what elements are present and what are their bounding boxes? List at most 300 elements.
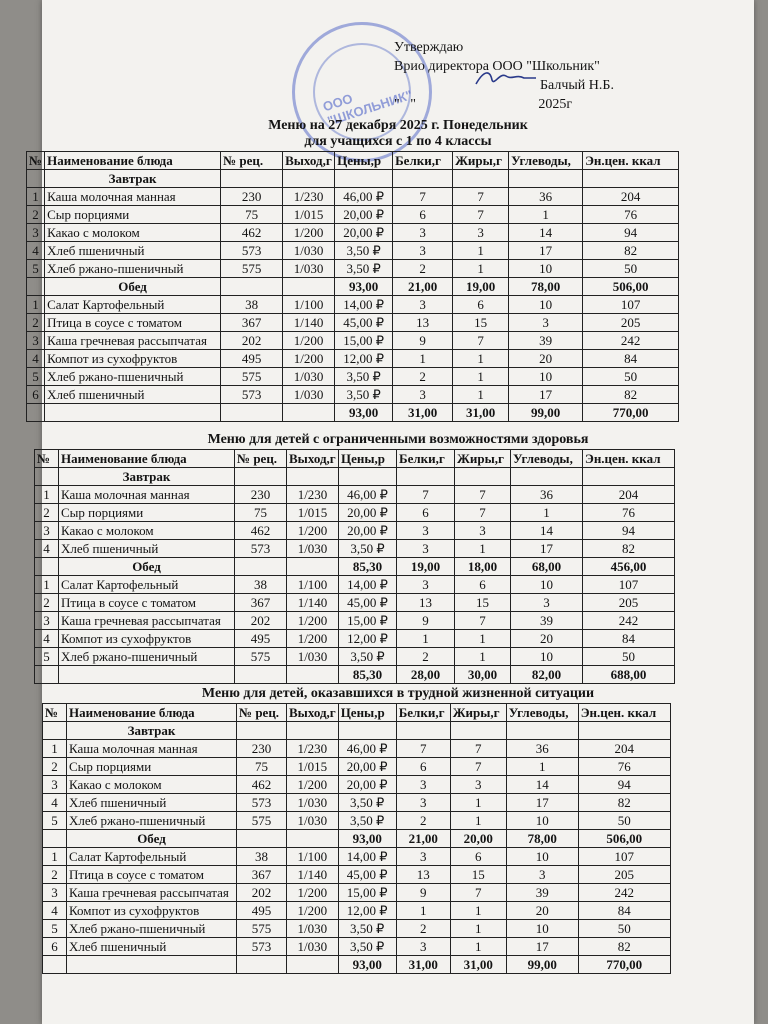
signature-icon (472, 66, 542, 90)
column-header: Белки,г (393, 152, 453, 170)
empty-cell (27, 404, 45, 422)
table-cell: 2 (396, 812, 450, 830)
total-value: 18,00 (455, 558, 511, 576)
empty-cell (509, 170, 583, 188)
table-cell: 202 (235, 612, 287, 630)
table-row (27, 206, 679, 224)
table-row (43, 758, 671, 776)
dish-name: Хлеб пшеничный (45, 242, 221, 260)
table-cell: 1/200 (287, 776, 339, 794)
table-cell: 15,00 ₽ (339, 612, 397, 630)
table-cell: 205 (578, 866, 670, 884)
table-row (27, 188, 679, 206)
total-value: 85,30 (339, 558, 397, 576)
approval-line-2: Врио директора ООО "Школьник" (394, 59, 600, 74)
table-cell: 3 (43, 776, 67, 794)
table-header-row (35, 450, 675, 468)
table-cell: 45,00 ₽ (338, 866, 396, 884)
table-cell: 9 (397, 612, 455, 630)
dish-name: Компот из сухофруктов (67, 902, 237, 920)
column-header: Эн.цен. ккал (578, 704, 670, 722)
dish-name: Хлеб ржано-пшеничный (45, 260, 221, 278)
table-cell: 1/100 (283, 296, 335, 314)
table-cell: 1 (396, 902, 450, 920)
total-value: 31,00 (453, 404, 509, 422)
empty-cell (450, 722, 506, 740)
section-subtitle: Меню для детей, оказавшихся в трудной жизненной ситуации (201, 686, 595, 701)
table-cell: 3,50 ₽ (338, 812, 396, 830)
total-value: 506,00 (583, 278, 679, 296)
table-cell: 462 (235, 522, 287, 540)
total-value: 31,00 (450, 956, 506, 974)
table-cell: 1 (453, 386, 509, 404)
total-value: 78,00 (506, 830, 578, 848)
table-cell: 4 (43, 902, 67, 920)
table-cell: 3 (27, 332, 45, 350)
table-cell: 20 (509, 350, 583, 368)
empty-cell (235, 666, 287, 684)
column-header: Белки,г (396, 704, 450, 722)
table-cell: 367 (237, 866, 287, 884)
table-cell: 39 (506, 884, 578, 902)
table-cell: 12,00 ₽ (339, 630, 397, 648)
table-cell: 242 (583, 612, 675, 630)
table-cell: 7 (396, 740, 450, 758)
table-cell: 3 (397, 540, 455, 558)
table-cell: 1/030 (287, 794, 339, 812)
total-value: 688,00 (583, 666, 675, 684)
dish-name: Какао с молоком (59, 522, 235, 540)
table-cell: 495 (237, 902, 287, 920)
table-cell: 82 (583, 242, 679, 260)
table-cell: 1/100 (287, 576, 339, 594)
table-row (35, 576, 675, 594)
table-cell: 1/030 (287, 648, 339, 666)
table-row (27, 260, 679, 278)
column-header: Белки,г (397, 450, 455, 468)
table-row (35, 486, 675, 504)
column-header: Выход,г (283, 152, 335, 170)
dish-name: Хлеб пшеничный (59, 540, 235, 558)
dish-name: Хлеб пшеничный (45, 386, 221, 404)
table-cell: 3 (393, 386, 453, 404)
table-cell: 82 (583, 540, 675, 558)
dish-name: Компот из сухофруктов (45, 350, 221, 368)
table-cell: 204 (578, 740, 670, 758)
dish-name: Какао с молоком (67, 776, 237, 794)
table-cell: 84 (578, 902, 670, 920)
table-cell: 82 (583, 386, 679, 404)
table-cell: 10 (511, 648, 583, 666)
table-cell: 1/140 (287, 594, 339, 612)
empty-cell (43, 722, 67, 740)
table-cell: 50 (583, 648, 675, 666)
table-cell: 3,50 ₽ (338, 938, 396, 956)
table-row (43, 776, 671, 794)
total-value: 31,00 (396, 956, 450, 974)
empty-cell (393, 170, 453, 188)
table-cell: 230 (237, 740, 287, 758)
empty-cell (237, 956, 287, 974)
table-row (27, 350, 679, 368)
table-row (27, 332, 679, 350)
table-cell: 76 (583, 206, 679, 224)
table-cell: 38 (237, 848, 287, 866)
empty-cell (338, 722, 396, 740)
dish-name: Компот из сухофруктов (59, 630, 235, 648)
table-cell: 3,50 ₽ (339, 540, 397, 558)
table-cell: 10 (506, 812, 578, 830)
table-cell: 75 (235, 504, 287, 522)
table-row (27, 242, 679, 260)
dish-name: Каша молочная манная (45, 188, 221, 206)
table-row (27, 386, 679, 404)
empty-cell (287, 468, 339, 486)
approval-line-3: Балчый Н.Б. (540, 78, 614, 93)
table-row (43, 794, 671, 812)
empty-cell (397, 468, 455, 486)
table-cell: 3 (396, 794, 450, 812)
table-cell: 7 (455, 486, 511, 504)
table-cell: 13 (396, 866, 450, 884)
column-header: № (43, 704, 67, 722)
table-cell: 573 (237, 794, 287, 812)
table-cell: 6 (455, 576, 511, 594)
table-cell: 1 (453, 368, 509, 386)
total-value: 93,00 (338, 956, 396, 974)
table-cell: 230 (235, 486, 287, 504)
table-cell: 20,00 ₽ (338, 758, 396, 776)
empty-cell (237, 722, 287, 740)
table-cell: 15,00 ₽ (338, 884, 396, 902)
table-cell: 94 (578, 776, 670, 794)
table-cell: 6 (27, 386, 45, 404)
total-value: 770,00 (583, 404, 679, 422)
meal-label: Обед (45, 278, 221, 296)
table-cell: 17 (509, 386, 583, 404)
table-cell: 1 (453, 350, 509, 368)
column-header: № рец. (221, 152, 283, 170)
table-cell: 2 (393, 260, 453, 278)
empty-cell (455, 468, 511, 486)
table-cell: 3 (506, 866, 578, 884)
table-cell: 1/200 (283, 350, 335, 368)
table-row (35, 612, 675, 630)
dish-name: Какао с молоком (45, 224, 221, 242)
table-cell: 242 (583, 332, 679, 350)
table-cell: 3 (397, 576, 455, 594)
empty-cell (396, 722, 450, 740)
table-cell: 202 (237, 884, 287, 902)
table-cell: 2 (35, 504, 59, 522)
table-cell: 204 (583, 188, 679, 206)
column-header: Эн.цен. ккал (583, 152, 679, 170)
table-cell: 1 (397, 630, 455, 648)
total-value: 21,00 (396, 830, 450, 848)
table-cell: 367 (221, 314, 283, 332)
table-cell: 5 (43, 812, 67, 830)
table-cell: 38 (221, 296, 283, 314)
table-cell: 3 (43, 884, 67, 902)
empty-cell (27, 278, 45, 296)
table-row (35, 594, 675, 612)
table-cell: 3,50 ₽ (335, 386, 393, 404)
dish-name: Салат Картофельный (67, 848, 237, 866)
table-row (43, 902, 671, 920)
table-cell: 45,00 ₽ (339, 594, 397, 612)
table-row (43, 812, 671, 830)
table-cell: 36 (506, 740, 578, 758)
table-cell: 3,50 ₽ (339, 648, 397, 666)
meal-label: Обед (67, 830, 237, 848)
table-cell: 575 (237, 920, 287, 938)
table-cell: 3 (35, 522, 59, 540)
table-cell: 14 (506, 776, 578, 794)
dish-name: Каша молочная манная (67, 740, 237, 758)
column-header: Цены,р (335, 152, 393, 170)
table-cell: 107 (578, 848, 670, 866)
table-cell: 1/100 (287, 848, 339, 866)
table-cell: 107 (583, 576, 675, 594)
table-cell: 1 (455, 648, 511, 666)
total-value: 85,30 (339, 666, 397, 684)
meal-section-row (27, 170, 679, 188)
table-cell: 575 (235, 648, 287, 666)
table-cell: 3 (35, 612, 59, 630)
table-row (43, 938, 671, 956)
table-cell: 1/200 (287, 522, 339, 540)
table-cell: 75 (237, 758, 287, 776)
menu-table (34, 449, 675, 684)
table-cell: 242 (578, 884, 670, 902)
table-cell: 575 (237, 812, 287, 830)
table-cell: 3 (396, 938, 450, 956)
table-cell: 1/030 (287, 938, 339, 956)
table-cell: 5 (43, 920, 67, 938)
table-cell: 3 (396, 776, 450, 794)
column-header: № (27, 152, 45, 170)
table-cell: 1/030 (287, 812, 339, 830)
meal-label: Завтрак (67, 722, 237, 740)
meal-label: Завтрак (45, 170, 221, 188)
table-cell: 1 (27, 188, 45, 206)
empty-cell (453, 170, 509, 188)
table-cell: 76 (583, 504, 675, 522)
empty-cell (283, 278, 335, 296)
table-cell: 6 (393, 206, 453, 224)
empty-cell (35, 468, 59, 486)
empty-cell (237, 830, 287, 848)
table-cell: 1 (455, 630, 511, 648)
table-cell: 205 (583, 314, 679, 332)
table-cell: 3 (509, 314, 583, 332)
table-cell: 14,00 ₽ (338, 848, 396, 866)
table-cell: 573 (221, 242, 283, 260)
table-cell: 6 (396, 758, 450, 776)
column-header: Наименование блюда (45, 152, 221, 170)
column-header: Жиры,г (455, 450, 511, 468)
table-cell: 1/200 (287, 612, 339, 630)
table-cell: 6 (397, 504, 455, 522)
table-cell: 15,00 ₽ (335, 332, 393, 350)
table-cell: 46,00 ₽ (335, 188, 393, 206)
table-cell: 4 (43, 794, 67, 812)
empty-cell (235, 558, 287, 576)
table-cell: 1/230 (283, 188, 335, 206)
lunch-total-row (35, 666, 675, 684)
table-cell: 7 (455, 612, 511, 630)
total-value: 770,00 (578, 956, 670, 974)
table-cell: 14 (509, 224, 583, 242)
empty-cell (67, 956, 237, 974)
table-cell: 1 (450, 902, 506, 920)
dish-name: Птица в соусе с томатом (59, 594, 235, 612)
meal-label: Завтрак (59, 468, 235, 486)
table-cell: 3 (511, 594, 583, 612)
table-cell: 3 (393, 224, 453, 242)
table-cell: 1 (35, 576, 59, 594)
meal-section-row (35, 558, 675, 576)
empty-cell (506, 722, 578, 740)
table-cell: 1 (43, 848, 67, 866)
table-cell: 4 (27, 242, 45, 260)
empty-cell (287, 722, 339, 740)
table-cell: 7 (450, 884, 506, 902)
empty-cell (583, 170, 679, 188)
table-cell: 3,50 ₽ (335, 368, 393, 386)
table-cell: 20,00 ₽ (335, 224, 393, 242)
table-cell: 50 (583, 368, 679, 386)
table-row (35, 522, 675, 540)
table-cell: 7 (455, 504, 511, 522)
table-cell: 10 (506, 848, 578, 866)
table-cell: 94 (583, 522, 675, 540)
table-row (27, 314, 679, 332)
table-cell: 84 (583, 630, 675, 648)
table-cell: 5 (27, 260, 45, 278)
empty-cell (283, 170, 335, 188)
table-cell: 2 (397, 648, 455, 666)
table-cell: 20,00 ₽ (335, 206, 393, 224)
table-cell: 573 (235, 540, 287, 558)
column-header: Эн.цен. ккал (583, 450, 675, 468)
table-row (27, 296, 679, 314)
dish-name: Салат Картофельный (45, 296, 221, 314)
column-header: Углеводы, (511, 450, 583, 468)
table-cell: 12,00 ₽ (335, 350, 393, 368)
table-cell: 94 (583, 224, 679, 242)
empty-cell (43, 830, 67, 848)
total-value: 28,00 (397, 666, 455, 684)
stamp-text: ООО "ШКОЛЬНИК" (320, 87, 415, 129)
approval-line-4: " " 2025г (394, 97, 573, 112)
total-value: 68,00 (511, 558, 583, 576)
empty-cell (235, 468, 287, 486)
meal-section-row (35, 468, 675, 486)
total-value: 93,00 (338, 830, 396, 848)
table-cell: 495 (235, 630, 287, 648)
table-cell: 1/230 (287, 486, 339, 504)
table-cell: 495 (221, 350, 283, 368)
dish-name: Хлеб ржано-пшеничный (45, 368, 221, 386)
table-cell: 107 (583, 296, 679, 314)
table-row (43, 884, 671, 902)
empty-cell (287, 956, 339, 974)
section-subtitle: Меню для детей с ограниченными возможностями здоровья (207, 432, 589, 447)
table-cell: 45,00 ₽ (335, 314, 393, 332)
total-value: 99,00 (506, 956, 578, 974)
table-cell: 5 (35, 648, 59, 666)
table-cell: 50 (578, 812, 670, 830)
lunch-total-row (43, 956, 671, 974)
dish-name: Каша гречневая рассыпчатая (45, 332, 221, 350)
table-cell: 36 (511, 486, 583, 504)
table-cell: 1/015 (287, 504, 339, 522)
table-cell: 3 (393, 296, 453, 314)
table-cell: 20,00 ₽ (339, 522, 397, 540)
dish-name: Хлеб пшеничный (67, 794, 237, 812)
table-cell: 84 (583, 350, 679, 368)
table-cell: 367 (235, 594, 287, 612)
table-cell: 573 (237, 938, 287, 956)
table-cell: 20 (511, 630, 583, 648)
total-value: 31,00 (393, 404, 453, 422)
table-cell: 10 (509, 296, 583, 314)
table-cell: 1 (35, 486, 59, 504)
lunch-total-row (27, 404, 679, 422)
table-cell: 4 (27, 350, 45, 368)
table-cell: 14,00 ₽ (335, 296, 393, 314)
table-cell: 204 (583, 486, 675, 504)
table-header-row (27, 152, 679, 170)
meal-section-row (43, 722, 671, 740)
empty-cell (578, 722, 670, 740)
table-cell: 462 (221, 224, 283, 242)
table-cell: 17 (506, 794, 578, 812)
table-cell: 10 (506, 920, 578, 938)
table-cell: 3 (397, 522, 455, 540)
table-cell: 7 (450, 758, 506, 776)
table-row (35, 540, 675, 558)
table-cell: 1 (450, 920, 506, 938)
table-cell: 3 (453, 224, 509, 242)
table-cell: 7 (397, 486, 455, 504)
table-cell: 1 (506, 758, 578, 776)
dish-name: Каша молочная манная (59, 486, 235, 504)
table-cell: 1 (453, 260, 509, 278)
empty-cell (511, 468, 583, 486)
table-cell: 1 (393, 350, 453, 368)
column-header: Выход,г (287, 450, 339, 468)
table-cell: 1/030 (283, 260, 335, 278)
menu-title: Меню на 27 декабря 2025 г. Понедельник (268, 118, 528, 133)
empty-cell (45, 404, 221, 422)
dish-name: Хлеб ржано-пшеничный (67, 920, 237, 938)
table-cell: 1/200 (283, 224, 335, 242)
column-header: Цены,р (338, 704, 396, 722)
table-cell: 20,00 ₽ (338, 776, 396, 794)
table-cell: 2 (27, 314, 45, 332)
table-cell: 36 (509, 188, 583, 206)
table-cell: 1 (450, 938, 506, 956)
column-header: Наименование блюда (67, 704, 237, 722)
table-cell: 4 (35, 540, 59, 558)
empty-cell (283, 404, 335, 422)
table-cell: 10 (511, 576, 583, 594)
table-cell: 10 (509, 260, 583, 278)
table-cell: 2 (393, 368, 453, 386)
meal-section-row (43, 830, 671, 848)
